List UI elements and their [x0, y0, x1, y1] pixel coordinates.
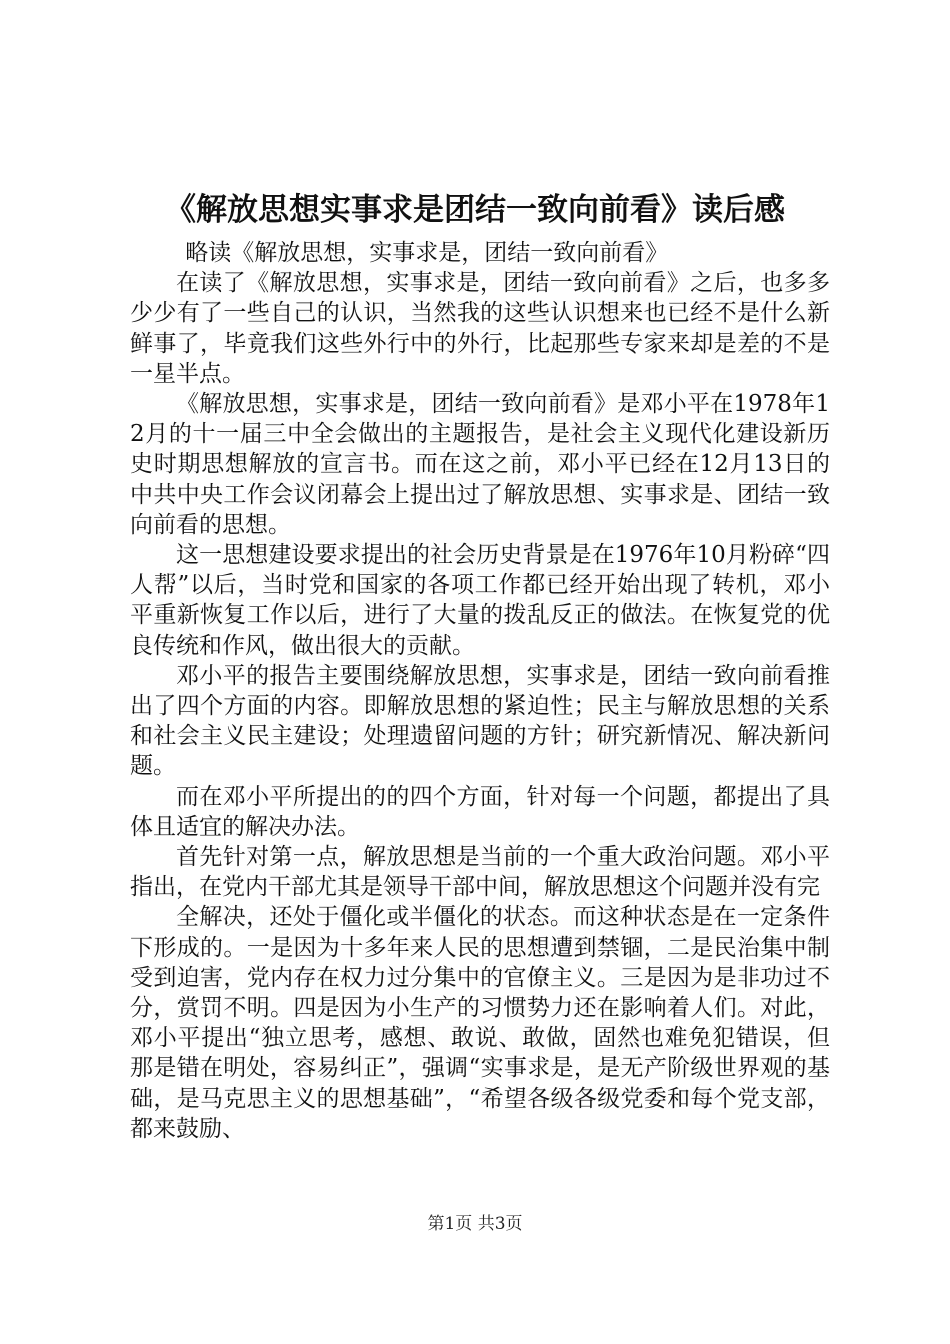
paragraph: 邓小平的报告主要围绕解放思想，实事求是，团结一致向前看推出了四个方面的内容。即解放思想的紧迫性；民主与解放思想的关系和社会主义民主建设；处理遗留问题的方针；研究新情况、解决新问题。	[130, 662, 830, 780]
paragraph: 《解放思想，实事求是，团结一致向前看》是邓小平在1978年12月的十一届三中全会做出的主题报告，是社会主义现代化建设新历史时期思想解放的宣言书。而在这之前，邓小平已经在12月13日的中共中央工作会议闭幕会上提出过了解放思想、实事求是、团结一致向前看的思想。	[130, 391, 830, 538]
paragraph-subtitle: 略读《解放思想，实事求是，团结一致向前看》	[185, 240, 669, 266]
page-number: 第1页 共3页	[427, 1214, 523, 1234]
paragraph: 这一思想建设要求提出的社会历史背景是在1976年10月粉碎“四人帮”以后，当时党和国家的各项工作都已经开始出现了转机，邓小平重新恢复工作以后，进行了大量的拨乱反正的做法。在恢复党的优良传统和作风，做出很大的贡献。	[130, 542, 830, 659]
document-body	[130, 238, 830, 1144]
document-title: 《解放思想实事求是团结一致向前看》读后感	[165, 192, 785, 228]
paragraph: 在读了《解放思想，实事求是，团结一致向前看》之后，也多多少少有了一些自己的认识，当然我的这些认识想来也已经不是什么新鲜事了，毕竟我们这些外行中的外行，比起那些专家来却是差的不是一星半点。	[130, 270, 830, 387]
paragraph: 而在邓小平所提出的的四个方面，针对每一个问题，都提出了具体且适宜的解决办法。	[130, 783, 830, 840]
paragraph: 全解决，还处于僵化或半僵化的状态。而这种状态是在一定条件下形成的。一是因为十多年来人民的思想遭到禁锢，二是民治集中制受到迫害，党内存在权力过分集中的官僚主义。三是因为是非功过不分，赏罚不明。四是因为小生产的习惯势力还在影响着人们。对此，邓小平提出“独立思考，感想、敢说、敢做，固然也难免犯错误，但那是错在明处，容易纠正”，强调“实事求是，是无产阶级世界观的基础，是马克思主义的思想基础”，“希望各级各级党委和每个党支部，都来鼓励、	[130, 904, 830, 1142]
paragraph: 首先针对第一点，解放思想是当前的一个重大政治问题。邓小平指出，在党内干部尤其是领导干部中间，解放思想这个问题并没有完	[130, 844, 830, 901]
